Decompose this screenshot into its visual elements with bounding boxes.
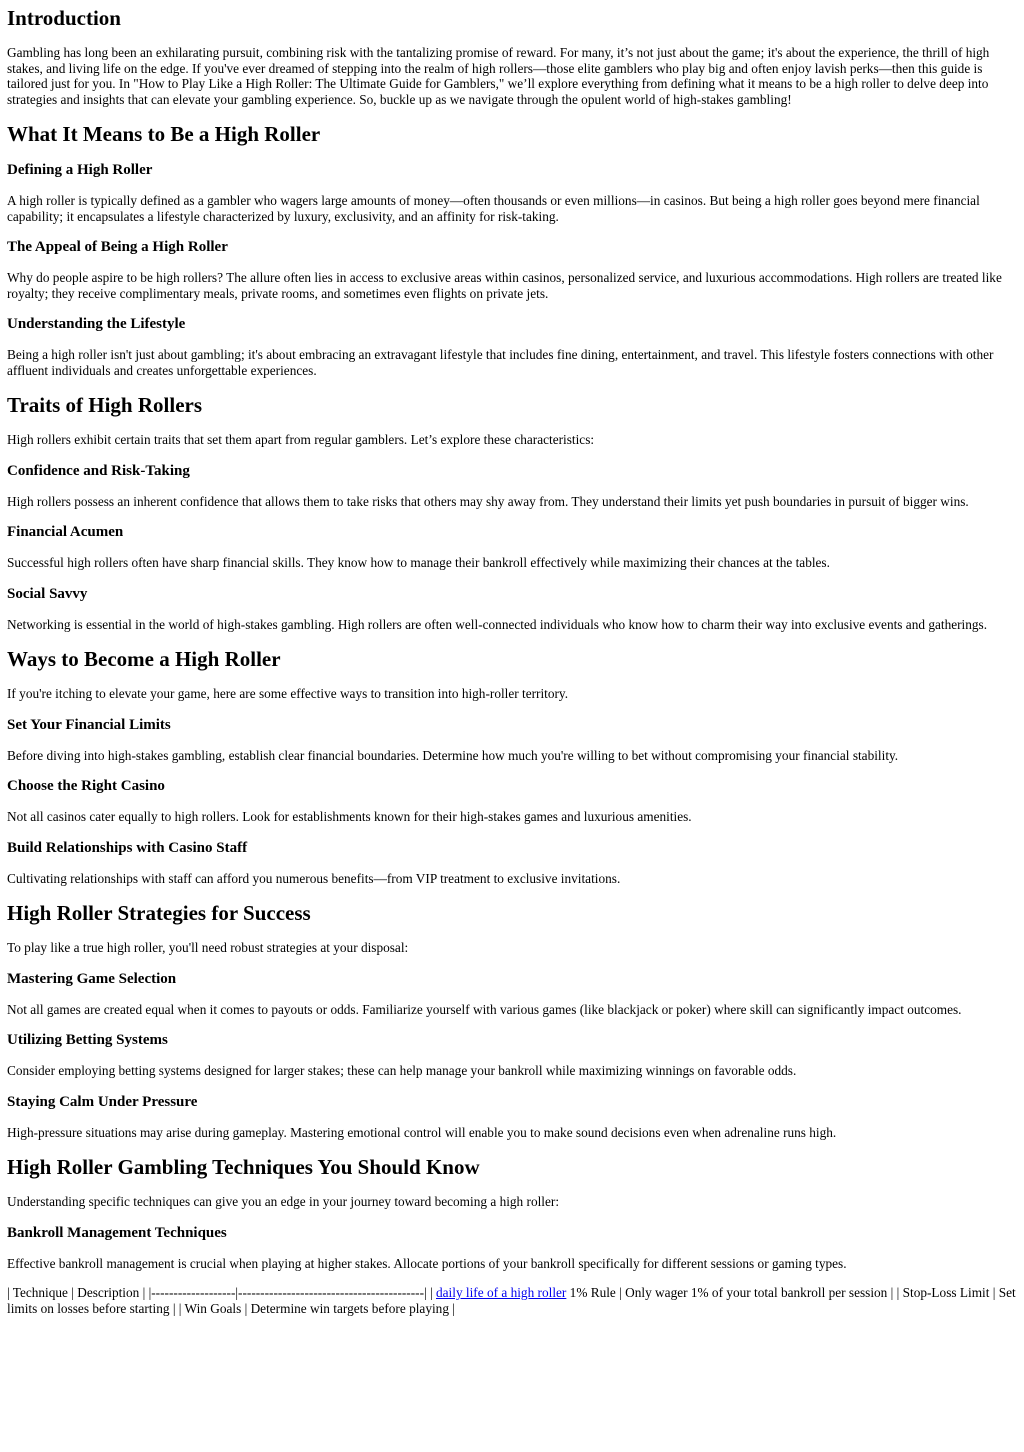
subheading-defining-high-roller: Defining a High Roller	[7, 162, 153, 178]
paragraph-ways-intro: If you're itching to elevate your game, here are some effective ways to transition into high-roller territory.	[7, 686, 569, 701]
paragraph-traits-intro: High rollers exhibit certain traits that set them apart from regular gamblers. Let’s explore these characteristics:	[7, 432, 595, 447]
intro-heading: Introduction	[7, 6, 121, 30]
paragraph-financial-acumen: Successful high rollers often have sharp financial skills. They know how to manage their bankroll effectively while maximizing their chances at the tables.	[7, 555, 830, 570]
section-heading-high-roller-meaning: What It Means to Be a High Roller	[7, 122, 321, 146]
section-heading-ways: Ways to Become a High Roller	[7, 647, 281, 671]
raw-markdown-table	[7, 1285, 1017, 1316]
subheading-calm-under-pressure: Staying Calm Under Pressure	[7, 1093, 198, 1110]
intro-paragraph: Gambling has long been an exhilarating pursuit, combining risk with the tantalizing promise of reward. For many, it’s not just about the game; it's about the experience, the thrill of high stakes, and living life on the edge. If you've ever dreamed of stepping into the realm of high rollers—those elite gamblers who play big and often enjoy lavish perks—then this guide is tailored just for you. In "How to Play Like a High Roller: The Ultimate Guide for Gamblers," we’ll explore everything from defining what it means to be a high roller to delve deep into strategies and insights that can elevate your gambling experience. So, buckle up as we navigate through the opulent world of high-stakes gambling!	[7, 45, 990, 107]
paragraph-casino-staff: Cultivating relationships with staff can afford you numerous benefits—from VIP treatment to exclusive invitations.	[7, 870, 621, 886]
subheading-right-casino: Choose the Right Casino	[7, 778, 165, 794]
subheading-bankroll-management: Bankroll Management Techniques	[7, 1224, 227, 1241]
subheading-financial-limits: Set Your Financial Limits	[7, 716, 171, 733]
paragraph-calm-under-pressure: High-pressure situations may arise during gameplay. Mastering emotional control will enable you to make sound decisions even when adrenaline runs high.	[7, 1124, 837, 1140]
paragraph-confidence: High rollers possess an inherent confidence that allows them to take risks that others may shy away from. They understand their limits yet push boundaries in pursuit of bigger wins.	[7, 493, 969, 509]
subheading-confidence: Confidence and Risk-Taking	[7, 462, 190, 479]
paragraph-appeal: Why do people aspire to be high rollers? The allure often lies in access to exclusive areas within casinos, personalized service, and luxurious accommodations. High rollers are treated like royalty; they receive complimentary meals, private rooms, and sometimes even flights on private jets.	[7, 270, 1002, 301]
paragraph-right-casino: Not all casinos cater equally to high rollers. Look for establishments known for their high-stakes games and luxurious amenities.	[7, 809, 692, 824]
paragraph-lifestyle: Being a high roller isn't just about gambling; it's about embracing an extravagant lifestyle that includes fine dining, entertainment, and travel. This lifestyle fosters connections with other affluent individuals and creates unforgettable experiences.	[7, 347, 994, 378]
table-text-after: 1% Rule | Only wager 1% of your total bankroll per session | | Stop-Loss Limit | Set limits on losses before starting | | Win Goals | Determine win targets before playing |	[7, 1285, 1016, 1316]
paragraph-bankroll-management: Effective bankroll management is crucial when playing at higher stakes. Allocate portions of your bankroll specifically for different sessions or gaming types.	[7, 1255, 847, 1271]
paragraph-social-savvy: Networking is essential in the world of high-stakes gambling. High rollers are often well-connected individuals who know how to charm their way into exclusive events and gatherings.	[7, 616, 988, 632]
paragraph-techniques-intro: Understanding specific techniques can give you an edge in your journey toward becoming a high roller:	[7, 1194, 560, 1209]
subheading-casino-staff: Build Relationships with Casino Staff	[7, 839, 248, 856]
paragraph-strategies-intro: To play like a true high roller, you'll need robust strategies at your disposal:	[7, 940, 409, 955]
subheading-betting-systems: Utilizing Betting Systems	[7, 1032, 168, 1048]
subheading-social-savvy: Social Savvy	[7, 585, 88, 602]
paragraph-financial-limits: Before diving into high-stakes gambling, establish clear financial boundaries. Determine how much you're willing to bet without compromising your financial stability.	[7, 747, 899, 763]
section-heading-techniques: High Roller Gambling Techniques You Should Know	[7, 1155, 480, 1179]
subheading-lifestyle: Understanding the Lifestyle	[7, 316, 186, 332]
subheading-appeal: The Appeal of Being a High Roller	[7, 239, 228, 255]
daily-life-link[interactable]: daily life of a high roller	[436, 1285, 567, 1300]
paragraph-game-selection: Not all games are created equal when it comes to payouts or odds. Familiarize yourself with various games (like blackjack or poker) where skill can significantly impact outcomes.	[7, 1001, 962, 1017]
subheading-game-selection: Mastering Game Selection	[7, 970, 177, 987]
table-text-before: | Technique | Description | |-------------------|------------------------------------------| |	[7, 1285, 436, 1300]
subheading-financial-acumen: Financial Acumen	[7, 524, 124, 540]
paragraph-defining-high-roller: A high roller is typically defined as a gambler who wagers large amounts of money—often thousands or even millions—in casinos. But being a high roller goes beyond mere financial capability; it encapsulates a lifestyle characterized by luxury, exclusivity, and an affinity for risk-taking.	[7, 193, 980, 224]
section-heading-traits: Traits of High Rollers	[7, 393, 203, 417]
paragraph-betting-systems: Consider employing betting systems designed for larger stakes; these can help manage your bankroll while maximizing winnings on favorable odds.	[7, 1063, 797, 1078]
article	[0, 6, 1024, 1316]
section-heading-strategies: High Roller Strategies for Success	[7, 901, 311, 925]
